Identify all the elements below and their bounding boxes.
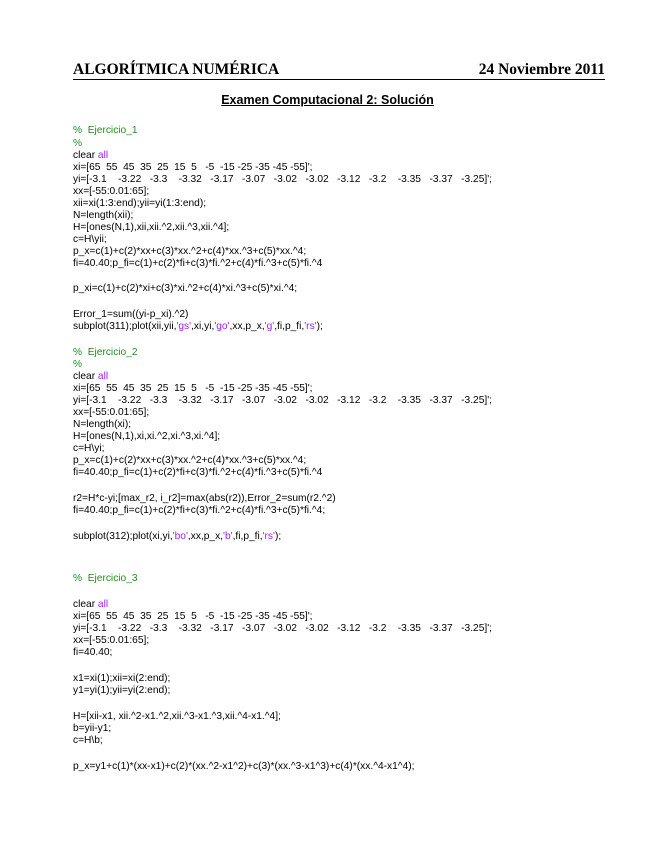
- code-text: b=yii-y1;: [73, 723, 112, 734]
- code-line: [73, 493, 336, 505]
- code-line: [73, 419, 131, 431]
- code-text: xi=[65 55 45 35 25 15 5 -5 -15 -25 -35 -45 -55]';: [73, 383, 313, 394]
- code-line: [73, 371, 108, 383]
- code-line: [73, 125, 138, 137]
- code-comment: % Ejercicio_1: [73, 125, 138, 136]
- code-text: c=H\yii;: [73, 234, 107, 245]
- code-line: [73, 735, 103, 747]
- code-text: p_xi=c(1)+c(2)*xi+c(3)*xi.^2+c(4)*xi.^3+c(5)*xi.^4;: [73, 283, 298, 294]
- code-text: fi=40.40;p_fi=c(1)+c(2)*fi+c(3)*fi.^2+c(4)*fi.^3+c(5)*fi.^4: [73, 467, 323, 478]
- code-keyword: 'gs': [176, 321, 192, 332]
- code-line: [73, 246, 306, 258]
- code-line: [73, 222, 229, 234]
- code-text: clear: [73, 150, 98, 161]
- code-line: [73, 623, 492, 635]
- code-keyword: 'bo': [172, 531, 188, 542]
- page-header: [73, 61, 605, 80]
- code-line: [73, 723, 111, 735]
- code-text: fi=40.40;p_fi=c(1)+c(2)*fi+c(3)*fi.^2+c(4)*fi.^3+c(5)*fi.^4: [73, 258, 323, 269]
- course-title: ALGORÍTMICA NUMÉRICA: [73, 61, 280, 78]
- code-line: [73, 321, 323, 333]
- code-line: [73, 234, 107, 246]
- code-text: N=length(xi);: [73, 419, 132, 430]
- code-text: H=[ones(N,1),xi,xi.^2,xi.^3,xi.^4];: [73, 431, 221, 442]
- code-text: yi=[-3.1 -3.22 -3.3 -3.32 -3.17 -3.07 -3.02 -3.02 -3.12 -3.2 -3.35 -3.37 -3.25]';: [73, 623, 492, 634]
- code-line: [73, 711, 281, 723]
- code-line: [73, 761, 414, 773]
- code-line: [73, 210, 133, 222]
- code-text: p_x=y1+c(1)*(xx-x1)+c(2)*(xx.^2-x1^2)+c(3)*(xx.^3-x1^3)+c(4)*(xx.^4-x1^4);: [73, 761, 415, 772]
- code-line: [73, 138, 82, 150]
- code-line: [73, 599, 108, 611]
- code-line: [73, 162, 313, 174]
- code-line: [73, 347, 138, 359]
- code-keyword: 'b': [223, 531, 233, 542]
- code-text: yi=[-3.1 -3.22 -3.3 -3.32 -3.17 -3.07 -3.02 -3.02 -3.12 -3.2 -3.35 -3.37 -3.25]';: [73, 395, 492, 406]
- code-line: [73, 174, 492, 186]
- code-text: p_x=c(1)+c(2)*xx+c(3)*xx.^2+c(4)*xx.^3+c(5)*xx.^4;: [73, 455, 307, 466]
- code-line: [73, 198, 206, 210]
- code-text: ,fi,p_fi,: [274, 321, 305, 332]
- code-line: [73, 685, 170, 697]
- code-text: xi=[65 55 45 35 25 15 5 -5 -15 -25 -35 -45 -55]';: [73, 611, 313, 622]
- code-text: );: [274, 531, 282, 542]
- code-text: clear: [73, 371, 98, 382]
- code-line: [73, 635, 149, 647]
- code-keyword: all: [97, 599, 109, 610]
- code-line: [73, 505, 325, 517]
- code-text: H=[ones(N,1),xii,xii.^2,xii.^3,xii.^4];: [73, 222, 230, 233]
- document-title: Examen Computacional 2: Solución: [221, 93, 434, 107]
- code-text: );: [316, 321, 323, 332]
- code-line: [73, 258, 322, 270]
- code-keyword: 'rs': [304, 321, 317, 332]
- code-line: [73, 407, 149, 419]
- code-text: xi=[65 55 45 35 25 15 5 -5 -15 -25 -35 -45 -55]';: [73, 162, 313, 173]
- code-line: [73, 467, 322, 479]
- code-line: [73, 611, 313, 623]
- code-text: xx=[-55:0.01:65];: [73, 407, 150, 418]
- code-comment: %: [73, 138, 83, 149]
- code-line: [73, 573, 138, 585]
- code-text: c=H\b;: [73, 735, 103, 746]
- code-comment: % Ejercicio_2: [73, 347, 138, 358]
- code-text: x1=xi(1);xii=xi(2:end);: [73, 673, 171, 684]
- code-text: subplot(311);plot(xii,yii,: [73, 321, 177, 332]
- code-text: ,fi,p_fi,: [232, 531, 263, 542]
- code-keyword: all: [97, 150, 109, 161]
- code-text: Error_1=sum((yi-p_xi).^2): [73, 309, 189, 320]
- code-line: [73, 455, 306, 467]
- code-text: r2=H*c-yi;[max_r2, i_r2]=max(abs(r2)),Error_2=sum(r2.^2): [73, 493, 336, 504]
- code-text: ,xi,yi,: [191, 321, 215, 332]
- code-text: ,xx,p_x,: [229, 321, 265, 332]
- code-text: H=[xii-x1, xii.^2-x1.^2,xii.^3-x1.^3,xii.^4-x1.^4];: [73, 711, 281, 722]
- code-text: clear: [73, 599, 98, 610]
- code-text: p_x=c(1)+c(2)*xx+c(3)*xx.^2+c(4)*xx.^3+c(5)*xx.^4;: [73, 246, 307, 257]
- code-text: xx=[-55:0.01:65];: [73, 635, 150, 646]
- code-line: [73, 283, 297, 295]
- code-line: [73, 443, 104, 455]
- code-line: [73, 531, 281, 543]
- code-text: fi=40.40;: [73, 647, 113, 658]
- code-comment: %: [73, 359, 83, 370]
- code-text: c=H\yi;: [73, 443, 105, 454]
- code-line: [73, 383, 313, 395]
- code-text: xii=xi(1:3:end);yii=yi(1:3:end);: [73, 198, 207, 209]
- code-text: yi=[-3.1 -3.22 -3.3 -3.32 -3.17 -3.07 -3.02 -3.02 -3.12 -3.2 -3.35 -3.37 -3.25]';: [73, 174, 492, 185]
- code-line: [73, 673, 170, 685]
- code-keyword: 'g': [264, 321, 275, 332]
- code-line: [73, 309, 188, 321]
- code-line: [73, 395, 492, 407]
- code-text: N=length(xii);: [73, 210, 134, 221]
- code-text: fi=40.40;p_fi=c(1)+c(2)*fi+c(3)*fi.^2+c(4)*fi.^3+c(5)*fi.^4;: [73, 505, 326, 516]
- code-line: [73, 647, 112, 659]
- code-keyword: all: [97, 371, 109, 382]
- code-text: ,xx,p_x,: [187, 531, 224, 542]
- code-line: [73, 186, 149, 198]
- code-keyword: 'go': [214, 321, 230, 332]
- code-text: xx=[-55:0.01:65];: [73, 186, 150, 197]
- code-text: subplot(312);plot(xi,yi,: [73, 531, 173, 542]
- exam-date: 24 Noviembre 2011: [478, 61, 605, 78]
- code-keyword: 'rs': [262, 531, 275, 542]
- code-line: [73, 359, 82, 371]
- code-line: [73, 431, 220, 443]
- code-line: [73, 150, 108, 162]
- code-text: y1=yi(1);yii=yi(2:end);: [73, 685, 171, 696]
- code-comment: % Ejercicio_3: [73, 573, 138, 584]
